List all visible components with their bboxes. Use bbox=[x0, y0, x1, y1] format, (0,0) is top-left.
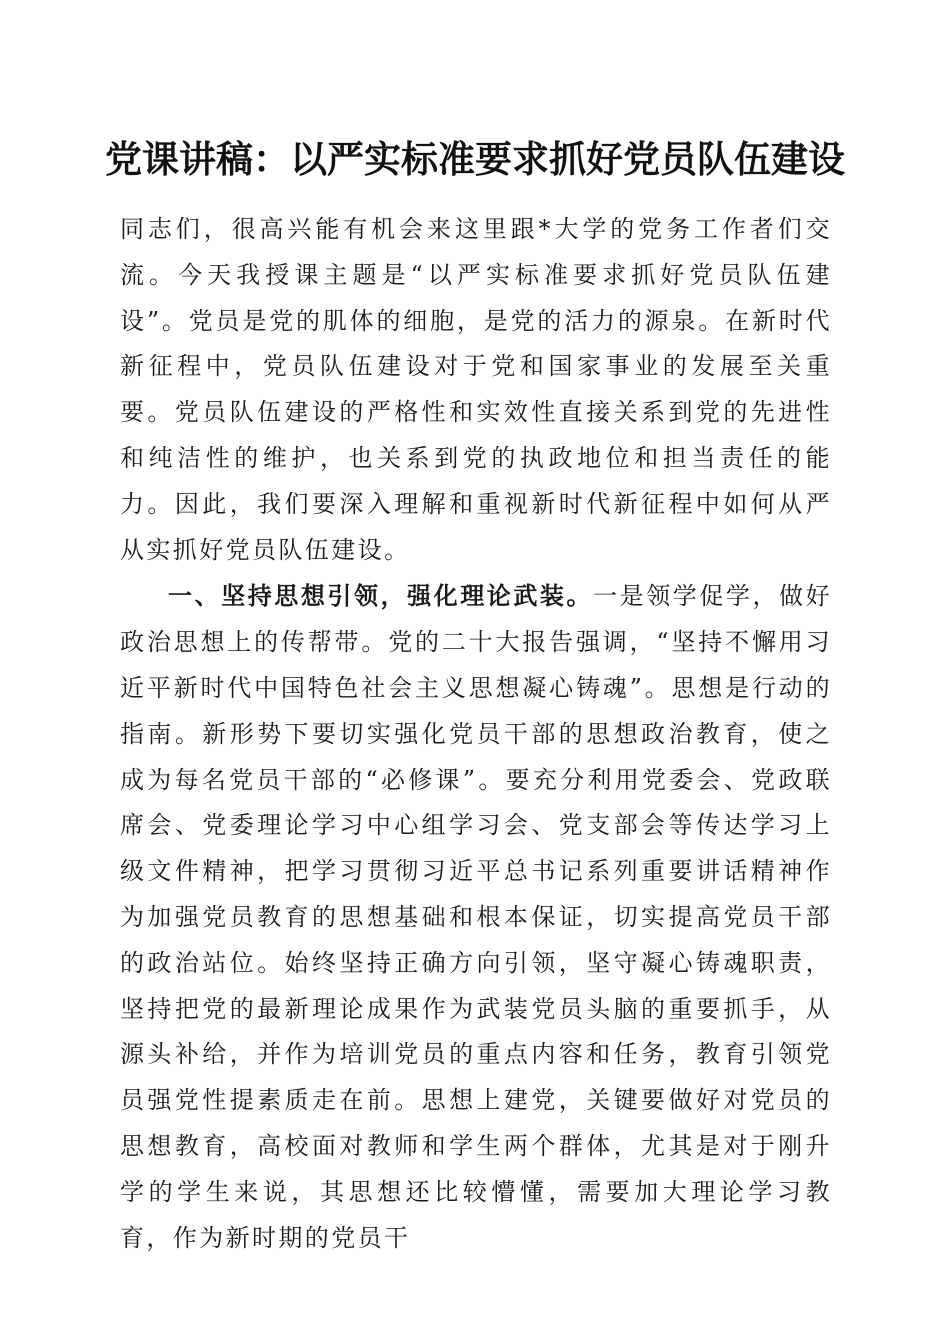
section-1-heading: 一、坚持思想引领，强化理论武装。 bbox=[168, 581, 594, 611]
intro-paragraph: 同志们，很高兴能有机会来这里跟*大学的党务工作者们交流。今天我授课主题是“以严实标准要求抓好党员队伍建设”。党员是党的肌体的细胞，是党的活力的源泉。在新时代新征程中，党员队伍建设对于党和国家事业的发展至关重要。党员队伍建设的严格性和实效性直接关系到党的先进性和纯洁性的维护，也关系到党的执政地位和担当责任的能力。因此，我们要深入理解和重视新时代新征程中如何从严从实抓好党员队伍建设。 bbox=[120, 215, 832, 564]
section-1-paragraph bbox=[120, 573, 832, 1261]
document-title: 党课讲稿：以严实标准要求抓好党员队伍建设 bbox=[105, 137, 845, 181]
section-1-text: 一是领学促学，做好政治思想上的传帮带。党的二十大报告强调，“坚持不懈用习近平新时代中国特色社会主义思想凝心铸魂”。思想是行动的指南。新形势下要切实强化党员干部的思想政治教育，使之成为每名党员干部的“必修课”。要充分利用党委会、党政联席会、党委理论学习中心组学习会、党支部会等传达学习上级文件精神，把学习贯彻习近平总书记系列重要讲话精神作为加强党员教育的思想基础和根本保证，切实提高党员干部的政治站位。始终坚持正确方向引领，坚守凝心铸魂职责，坚持把党的最新理论成果作为武装党员头脑的重要抓手，从源头补给，并作为培训党员的重点内容和任务，教育引领党员强党性提素质走在前。思想上建党，关键要做好对党员的思想教育，高校面对教师和学生两个群体，尤其是对于刚升学的学生来说，其思想还比较懵懂，需要加大理论学习教育，作为新时期的党员干 bbox=[120, 582, 832, 1252]
document-body bbox=[120, 207, 832, 1261]
